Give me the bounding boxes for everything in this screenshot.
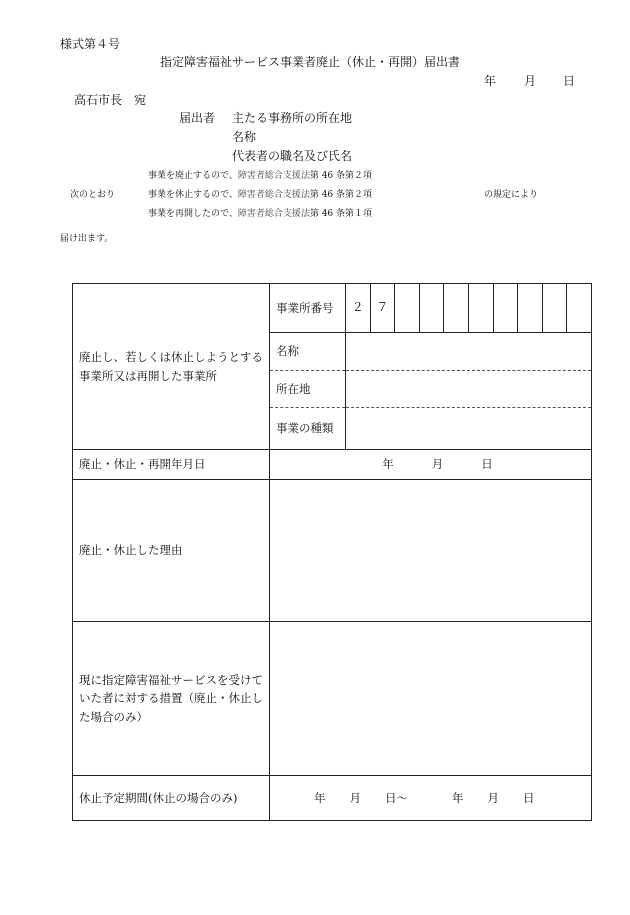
business-type-label: 事業の種類	[270, 408, 346, 450]
applicant-representative-label: 代表者の職名及び氏名	[232, 149, 353, 163]
office-number-digit[interactable]: ７	[371, 284, 396, 332]
header-day-label: 日	[563, 74, 576, 88]
office-number-digit[interactable]	[567, 284, 591, 332]
measures-field[interactable]	[270, 622, 592, 776]
clause-law: 障害者総合支援法	[237, 171, 310, 181]
clause-law: 障害者総合支援法	[237, 190, 310, 200]
clause-line-resume	[148, 206, 372, 219]
office-number-digit[interactable]	[469, 284, 494, 332]
clause-article: 第 46 条第２項	[309, 190, 373, 200]
period-start-day-unit: 日～	[385, 790, 408, 805]
notification-table	[72, 283, 592, 821]
clause-text: 事業を廃止するので、	[148, 171, 238, 181]
facility-location-field[interactable]	[346, 371, 592, 408]
clause-suffix: の規定により	[484, 190, 539, 200]
office-number-digit[interactable]	[543, 284, 568, 332]
facility-label: 廃止し、若しくは休止しようとする事業所又は再開した事業所	[73, 284, 270, 450]
office-number-digit[interactable]	[420, 284, 445, 332]
header-year-label: 年	[484, 74, 497, 88]
office-number-digit[interactable]	[518, 284, 543, 332]
suspension-period-field[interactable]	[270, 776, 592, 821]
clause-law: 障害者総合支援法	[237, 209, 310, 219]
period-start-month-unit: 月	[349, 790, 361, 805]
clause-closing: 届け出ます。	[60, 234, 114, 244]
clause-article: 第 46 条第１項	[309, 209, 373, 219]
effective-date-label: 廃止・休止・再開年月日	[73, 450, 270, 480]
header-month-label: 月	[524, 74, 537, 88]
measures-label: 現に指定障害福祉サービスを受けていた者に対する措置（廃止・休止した場合のみ）	[73, 622, 270, 776]
clause-prefix: 次のとおり	[70, 190, 116, 200]
form-title: 指定障害福祉サービス事業者廃止（休止・再開）届出書	[160, 55, 461, 69]
applicant-name-label: 名称	[232, 130, 257, 144]
office-number-digit[interactable]	[395, 284, 420, 332]
clause-line-suspend	[148, 187, 372, 200]
applicant-label: 届出者	[179, 111, 216, 125]
clause-line-abolish	[148, 168, 372, 181]
office-number-label: 事業所番号	[270, 284, 346, 333]
business-type-field[interactable]	[346, 408, 592, 450]
suspension-period-label: 休止予定期間(休止の場合のみ)	[73, 776, 270, 821]
office-number-digit[interactable]: ２	[346, 284, 371, 332]
facility-location-label: 所在地	[270, 371, 346, 408]
clause-article: 第 46 条第２項	[309, 171, 373, 181]
office-number-digit[interactable]	[444, 284, 469, 332]
reason-field[interactable]	[270, 480, 592, 622]
reason-label: 廃止・休止した理由	[73, 480, 270, 622]
effective-date-field[interactable]	[270, 450, 592, 480]
applicant-address-label: 主たる事務所の所在地	[232, 111, 353, 125]
date-day-unit: 日	[481, 457, 493, 472]
period-end-month-unit: 月	[487, 790, 499, 805]
facility-name-label: 名称	[270, 333, 346, 371]
office-number-digit[interactable]	[494, 284, 519, 332]
period-end-year-unit: 年	[452, 790, 464, 805]
period-start-year-unit: 年	[314, 790, 326, 805]
clause-text: 事業を再開したので、	[148, 209, 238, 219]
date-year-unit: 年	[382, 457, 394, 472]
office-number-field[interactable]	[346, 284, 592, 333]
clause-text: 事業を休止するので、	[148, 190, 238, 200]
facility-name-field[interactable]	[346, 333, 592, 371]
form-number: 様式第４号	[60, 37, 121, 51]
period-end-day-unit: 日	[523, 790, 535, 805]
date-month-unit: 月	[431, 457, 444, 472]
addressee: 高石市長 宛	[74, 93, 147, 107]
